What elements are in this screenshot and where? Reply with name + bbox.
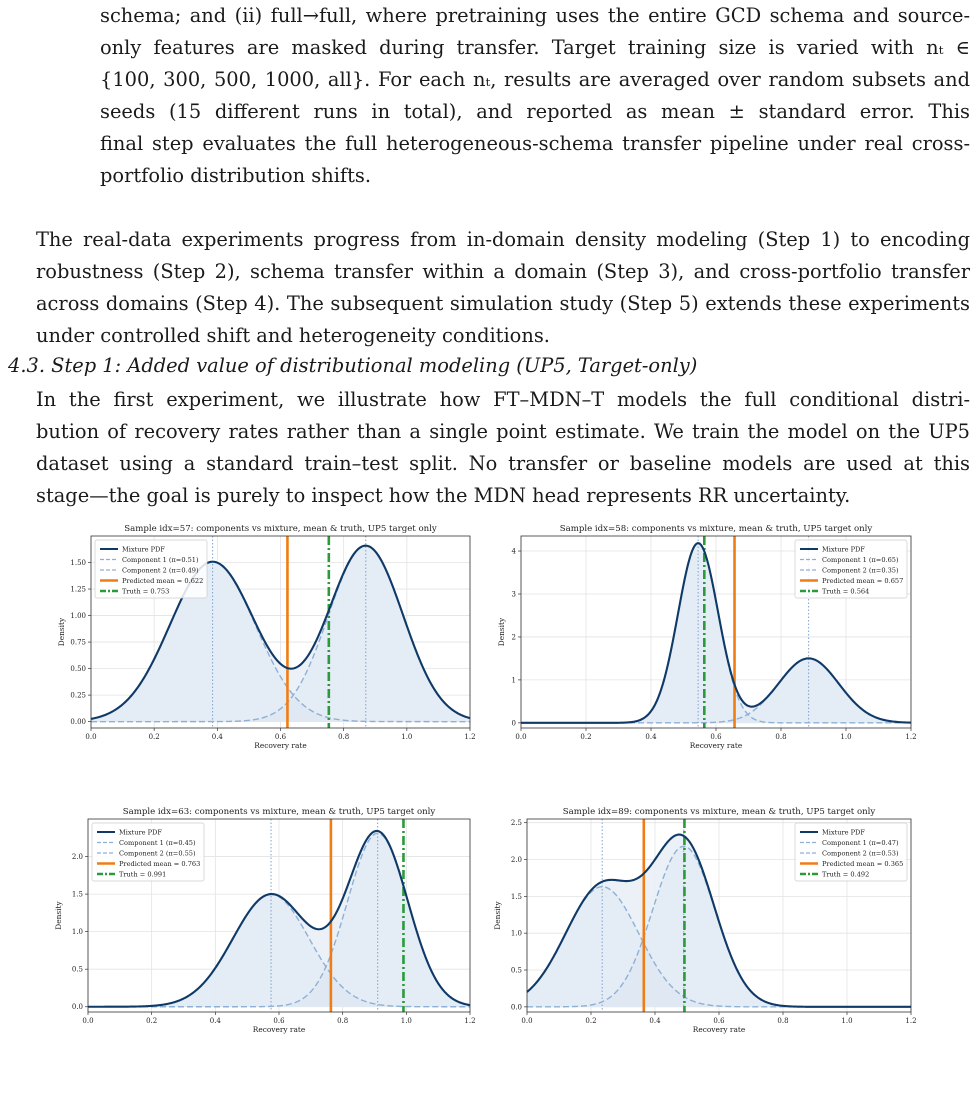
y-tick-label: 4 — [511, 547, 516, 556]
x-tick-label: 0.2 — [148, 733, 160, 741]
paragraph-progression — [8, 224, 970, 352]
legend-label: Component 1 (π=0.65) — [822, 555, 899, 564]
text-line: stage—the goal is purely to inspect how the MDN head represents RR uncertainty. — [36, 484, 851, 507]
y-tick-label: 2.0 — [510, 856, 522, 865]
legend-label: Predicted mean = 0.365 — [822, 859, 904, 868]
y-tick-label: 0.0 — [71, 1003, 83, 1012]
x-tick-label: 0.0 — [521, 1017, 533, 1025]
x-axis-label: Recovery rate — [689, 741, 743, 750]
y-tick-label: 0.50 — [70, 665, 86, 674]
chart-panel-4 — [493, 807, 917, 1034]
x-tick-label: 1.0 — [841, 1017, 853, 1025]
text-line: across domains (Step 4). The subsequent simulation study (Step 5) extends these experiments — [36, 292, 970, 315]
legend-label: Truth = 0.991 — [119, 870, 167, 879]
text-line: In the first experiment, we illustrate how FT–MDN–T models the full conditional distri- — [36, 388, 970, 411]
x-axis-label: Recovery rate — [692, 1025, 746, 1034]
y-tick-label: 2.5 — [510, 819, 522, 828]
y-tick-label: 1.00 — [70, 612, 86, 621]
legend-label: Truth = 0.753 — [122, 587, 170, 596]
y-tick-label: 0.25 — [70, 691, 86, 700]
text-line: schema; and (ii) full→full, where pretraining uses the entire GCD schema and source- — [100, 4, 970, 27]
x-tick-label: 0.4 — [645, 733, 657, 741]
y-tick-label: 1.0 — [510, 929, 522, 938]
y-axis-label: Density — [54, 901, 63, 930]
x-tick-label: 1.0 — [840, 733, 852, 741]
y-tick-label: 0.5 — [71, 965, 83, 974]
x-tick-label: 0.6 — [713, 1017, 725, 1025]
legend-label: Component 1 (π=0.47) — [822, 838, 899, 847]
x-tick-label: 1.0 — [401, 733, 413, 741]
x-tick-label: 0.2 — [580, 733, 592, 741]
y-tick-label: 1.0 — [71, 928, 83, 937]
legend-label: Component 2 (π=0.35) — [822, 566, 899, 575]
x-tick-label: 0.6 — [274, 733, 287, 741]
legend-label: Predicted mean = 0.657 — [822, 576, 904, 585]
legend-label: Mixture PDF — [119, 828, 162, 837]
x-tick-label: 0.8 — [337, 1017, 349, 1025]
legend — [795, 540, 907, 598]
legend-label: Component 2 (π=0.49) — [122, 566, 199, 575]
legend-label: Component 2 (π=0.55) — [119, 849, 196, 858]
y-tick-label: 1.5 — [71, 890, 83, 899]
x-tick-label: 0.4 — [209, 1017, 221, 1025]
section-heading: 4.3. Step 1: Added value of distributional modeling (UP5, Target-only) — [8, 354, 698, 377]
x-tick-label: 1.2 — [905, 1017, 917, 1025]
y-tick-label: 1 — [511, 676, 516, 685]
x-tick-label: 0.0 — [82, 1017, 94, 1025]
x-tick-label: 0.6 — [273, 1017, 285, 1025]
x-tick-label: 0.2 — [585, 1017, 597, 1025]
x-tick-label: 0.8 — [777, 1017, 789, 1025]
chart-panel-1 — [57, 524, 476, 750]
legend-label: Truth = 0.564 — [822, 587, 870, 596]
chart-title: Sample idx=57: components vs mixture, mean & truth, UP5 target only — [124, 524, 437, 534]
chart-title: Sample idx=89: components vs mixture, mean & truth, UP5 target only — [562, 807, 876, 817]
paragraph-step1 — [8, 384, 970, 512]
x-tick-label: 1.2 — [905, 733, 917, 741]
chart-title: Sample idx=63: components vs mixture, mean & truth, UP5 target only — [122, 807, 436, 817]
chart-panel-2 — [497, 524, 917, 750]
legend-label: Mixture PDF — [122, 545, 165, 554]
legend-label: Predicted mean = 0.763 — [119, 859, 201, 868]
legend-label: Mixture PDF — [822, 545, 865, 554]
legend-label: Component 1 (π=0.45) — [119, 838, 196, 847]
x-tick-label: 0.6 — [710, 733, 722, 741]
y-tick-label: 1.50 — [70, 559, 86, 568]
legend — [95, 540, 207, 598]
y-tick-label: 0.75 — [70, 638, 86, 647]
x-tick-label: 0.2 — [146, 1017, 158, 1025]
y-tick-label: 0 — [511, 719, 516, 728]
x-axis-label: Recovery rate — [252, 1025, 306, 1034]
chart-title: Sample idx=58: components vs mixture, mean & truth, UP5 target only — [559, 524, 873, 534]
x-tick-label: 0.0 — [515, 733, 527, 741]
x-tick-label: 1.0 — [400, 1017, 412, 1025]
paragraph-step4-design — [100, 0, 970, 192]
y-axis-label: Density — [57, 617, 66, 647]
x-tick-label: 1.2 — [464, 1017, 476, 1025]
x-tick-label: 0.4 — [211, 733, 223, 741]
x-tick-label: 1.2 — [464, 733, 476, 741]
y-axis-label: Density — [493, 901, 502, 930]
legend-label: Component 2 (π=0.53) — [822, 849, 899, 858]
text-line: final step evaluates the full heterogeneous-schema transfer pipeline under real cross- — [100, 132, 970, 155]
y-tick-label: 2.0 — [71, 853, 83, 862]
x-tick-label: 0.8 — [775, 733, 787, 741]
x-tick-label: 0.4 — [649, 1017, 661, 1025]
y-tick-label: 1.5 — [510, 892, 522, 901]
text-line: under controlled shift and heterogeneity conditions. — [36, 324, 550, 347]
legend — [92, 823, 204, 881]
text-line: {100, 300, 500, 1000, all}. For each nₜ, results are averaged over random subsets and — [100, 68, 970, 91]
text-line: bution of recovery rates rather than a single point estimate. We train the model on the UP5 — [36, 420, 970, 443]
mixture-density-figure — [0, 516, 976, 1109]
y-axis-label: Density — [497, 617, 506, 647]
y-tick-label: 0.00 — [70, 718, 86, 727]
text-line: dataset using a standard train–test split. No transfer or baseline models are used at this — [36, 452, 970, 475]
x-tick-label: 0.8 — [338, 733, 350, 741]
text-line: robustness (Step 2), schema transfer within a domain (Step 3), and cross-portfolio transfer — [36, 260, 970, 283]
text-line: portfolio distribution shifts. — [100, 164, 372, 187]
x-tick-label: 0.0 — [85, 733, 97, 741]
y-tick-label: 3 — [511, 590, 516, 599]
y-tick-label: 2 — [511, 633, 516, 642]
text-line: The real-data experiments progress from in-domain density modeling (Step 1) to encoding — [36, 228, 970, 251]
legend-label: Component 1 (π=0.51) — [122, 555, 199, 564]
legend-label: Truth = 0.492 — [822, 870, 870, 879]
chart-panel-3 — [54, 807, 476, 1034]
legend — [795, 823, 907, 881]
x-axis-label: Recovery rate — [254, 741, 307, 750]
legend-label: Mixture PDF — [822, 828, 865, 837]
legend-label: Predicted mean = 0.622 — [122, 576, 204, 585]
y-tick-label: 1.25 — [70, 585, 86, 594]
text-line: seeds (15 different runs in total), and reported as mean ± standard error. This — [100, 100, 970, 123]
y-tick-label: 0.0 — [510, 1003, 522, 1012]
y-tick-label: 0.5 — [510, 966, 522, 975]
text-line: only features are masked during transfer. Target training size is varied with nₜ ∈ — [100, 36, 970, 59]
